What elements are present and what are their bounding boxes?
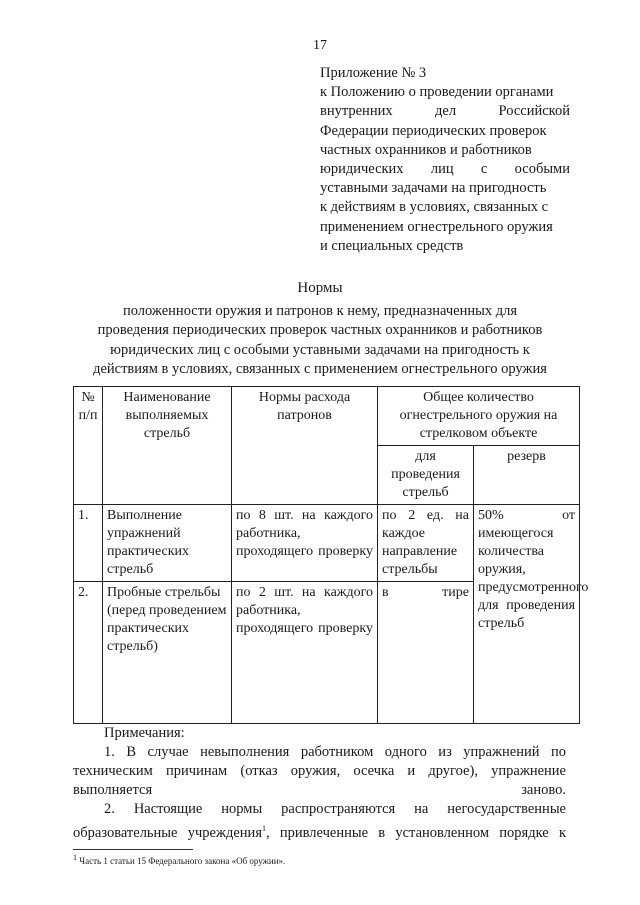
note-item-text: 2. Настоящие нормы распространяются на негосударственные образовательные учреждения bbox=[73, 801, 566, 841]
appendix-title: Приложение № 3 bbox=[320, 65, 427, 81]
row-for-shooting: в тире bbox=[378, 582, 474, 724]
appendix-line: и специальных средств bbox=[320, 237, 464, 254]
appendix-line: применением огнестрельного оружия bbox=[320, 218, 553, 235]
document-subtitle bbox=[90, 302, 550, 380]
appendix-line: к действиям в условиях, связанных с bbox=[320, 199, 549, 216]
row-num: 1. bbox=[74, 505, 103, 582]
note-item: 1. В случае невыполнения работником одного из упражнений по техническим причинам (отказ оружия, осечка и другое), упражнение выполняется заново. bbox=[73, 744, 566, 798]
header-reserve: резерв bbox=[474, 446, 580, 505]
row-for-shooting: по 2 ед. на каждое направление стрельбы bbox=[378, 505, 474, 582]
note-item bbox=[73, 800, 566, 843]
footnote-divider bbox=[73, 849, 193, 850]
table-header-row bbox=[74, 387, 580, 446]
reserve-value: 50% от имеющегося количества оружия, предусмотренного для проведения стрельб bbox=[474, 505, 580, 724]
appendix-line: уставными задачами на пригодность bbox=[320, 180, 547, 197]
norms-table bbox=[73, 386, 589, 724]
notes-section bbox=[73, 724, 566, 843]
appendix-line: внутренних дел Российской bbox=[320, 103, 570, 120]
header-total: Общее количество огнестрельного оружия на стрелковом объекте bbox=[378, 387, 580, 446]
page-number: 17 bbox=[313, 38, 327, 53]
document-title: Нормы bbox=[297, 280, 343, 296]
header-num: № п/п bbox=[74, 387, 103, 505]
appendix-line: частных охранников и работников bbox=[320, 141, 532, 158]
subtitle-line: юридических лиц с особыми уставными задачами на пригодность к bbox=[110, 341, 530, 358]
row-rate: по 8 шт. на каждого работника, проходящего проверку bbox=[232, 505, 378, 582]
row-name: Выполнение упражнений практических стрельб bbox=[103, 505, 232, 582]
footnote bbox=[73, 853, 285, 866]
subtitle-line: действиям в условиях, связанных с применением огнестрельного оружия bbox=[93, 361, 547, 378]
appendix-line: Федерации периодических проверок bbox=[320, 122, 547, 139]
appendix-header bbox=[320, 64, 570, 256]
header-name: Наименование выполняемых стрельб bbox=[103, 387, 232, 505]
row-num: 2. bbox=[74, 582, 103, 724]
notes-heading: Примечания: bbox=[104, 725, 185, 741]
footnote-text: Часть 1 статьи 15 Федерального закона «Об оружии». bbox=[79, 856, 286, 866]
header-rate: Нормы расхода патронов bbox=[232, 387, 378, 505]
appendix-line: юридических лиц с особыми bbox=[320, 161, 570, 178]
note-item-tail: , привлеченные в установленном порядке к bbox=[265, 824, 566, 841]
footnote-ref: 1 bbox=[261, 824, 266, 833]
table-row bbox=[74, 505, 580, 582]
header-for-shooting: для проведения стрельб bbox=[378, 446, 474, 505]
subtitle-line: проведения периодических проверок частных охранников и работников bbox=[97, 322, 543, 339]
footnote-mark: 1 bbox=[73, 853, 77, 862]
appendix-line: к Положению о проведении органами bbox=[320, 84, 554, 101]
row-name: Пробные стрельбы (перед проведением практических стрельб) bbox=[103, 582, 232, 724]
subtitle-line: положенности оружия и патронов к нему, предназначенных для bbox=[122, 303, 518, 319]
row-rate: по 2 шт. на каждого работника, проходящего проверку bbox=[232, 582, 378, 724]
